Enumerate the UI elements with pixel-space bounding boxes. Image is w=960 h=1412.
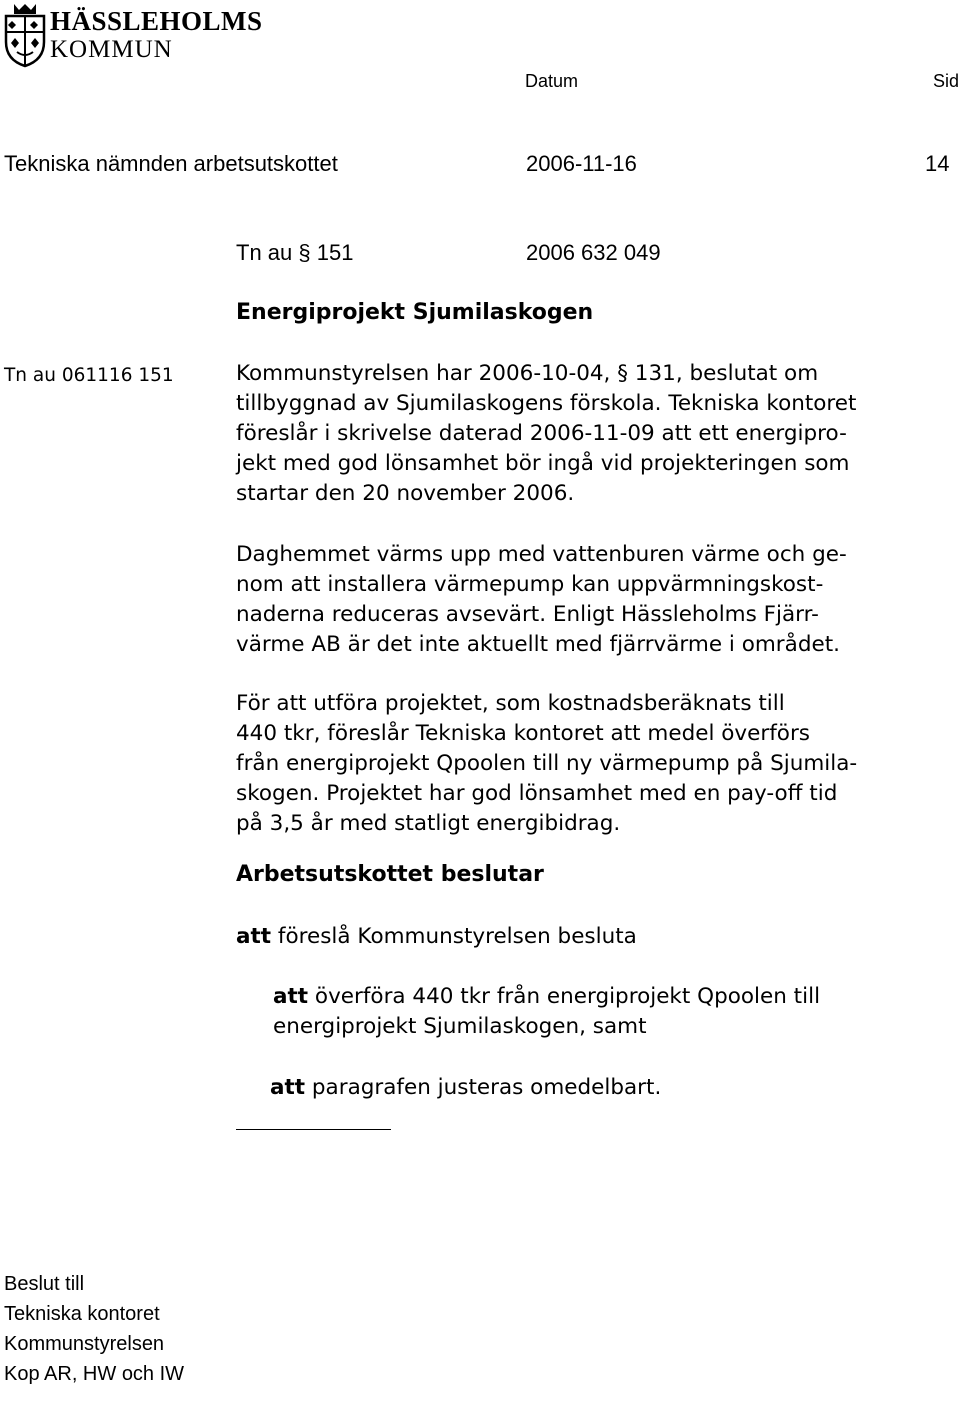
decision-item-2 bbox=[270, 1073, 661, 1103]
paragraph-line: startar den 20 november 2006. bbox=[236, 481, 575, 506]
distribution-recipient: Kop AR, HW och IW bbox=[4, 1363, 185, 1385]
att-keyword: att bbox=[236, 924, 272, 949]
paragraph-line: jekt med god lönsamhet bör ingå vid projekteringen som bbox=[236, 451, 850, 476]
paragraph-line: Kommunstyrelsen har 2006-10-04, § 131, beslutat om bbox=[236, 361, 819, 386]
distribution-heading: Beslut till bbox=[4, 1273, 85, 1295]
municipal-coat-of-arms-icon bbox=[2, 2, 48, 68]
paragraph-line: Daghemmet värms upp med vattenburen värme och ge- bbox=[236, 542, 847, 567]
decision-intro bbox=[236, 922, 637, 952]
distribution-recipient: Kommunstyrelsen bbox=[4, 1333, 165, 1355]
paragraph-line: föreslår i skrivelse daterad 2006-11-09 att ett energipro- bbox=[236, 421, 847, 446]
meeting-date: 2006-11-16 bbox=[526, 151, 637, 176]
paragraph-2 bbox=[236, 540, 956, 660]
paragraph-3 bbox=[236, 689, 956, 839]
decision-item-1-line2: energiprojekt Sjumilaskogen, samt bbox=[273, 1014, 647, 1039]
paragraph-line: från energiprojekt Qpoolen till ny värmepump på Sjumila- bbox=[236, 751, 858, 776]
page-title: Energiprojekt Sjumilaskogen bbox=[236, 300, 594, 325]
att-keyword: att bbox=[270, 1075, 306, 1100]
committee-name: Tekniska nämnden arbetsutskottet bbox=[4, 151, 338, 176]
decision-heading: Arbetsutskottet beslutar bbox=[236, 862, 544, 887]
decision-item-1 bbox=[273, 982, 820, 1042]
decision-item-1-text: överföra 440 tkr från energiprojekt Qpoolen till bbox=[308, 984, 821, 1009]
logo-name-line2: KOMMUN bbox=[50, 36, 173, 63]
sid-label: Sid bbox=[933, 71, 960, 91]
logo-name-line1: HÄSSLEHOLMS bbox=[50, 6, 263, 36]
datum-label: Datum bbox=[525, 71, 579, 91]
paragraph-1 bbox=[236, 359, 956, 509]
decision-item-2-text: paragrafen justeras omedelbart. bbox=[305, 1075, 662, 1100]
decision-intro-text: föreslå Kommunstyrelsen besluta bbox=[271, 924, 637, 949]
paragraph-reference: Tn au § 151 bbox=[236, 240, 354, 265]
margin-reference: Tn au 061116 151 bbox=[4, 365, 174, 386]
paragraph-line: värme AB är det inte aktuellt med fjärrvärme i området. bbox=[236, 632, 840, 657]
distribution-recipient: Tekniska kontoret bbox=[4, 1303, 160, 1325]
paragraph-line: För att utföra projektet, som kostnadsberäknats till bbox=[236, 691, 785, 716]
att-keyword: att bbox=[273, 984, 309, 1009]
paragraph-line: skogen. Projektet har god lönsamhet med en pay-off tid bbox=[236, 781, 838, 806]
signature-line bbox=[236, 1129, 391, 1130]
paragraph-line: naderna reduceras avsevärt. Enligt Hässleholms Fjärr- bbox=[236, 602, 819, 627]
page-number: 14 bbox=[925, 151, 950, 176]
paragraph-line: på 3,5 år med statligt energibidrag. bbox=[236, 811, 621, 836]
paragraph-line: tillbyggnad av Sjumilaskogens förskola. Tekniska kontoret bbox=[236, 391, 857, 416]
diary-number: 2006 632 049 bbox=[526, 240, 661, 265]
paragraph-line: nom att installera värmepump kan uppvärmningskost- bbox=[236, 572, 824, 597]
paragraph-line: 440 tkr, föreslår Tekniska kontoret att medel överförs bbox=[236, 721, 810, 746]
